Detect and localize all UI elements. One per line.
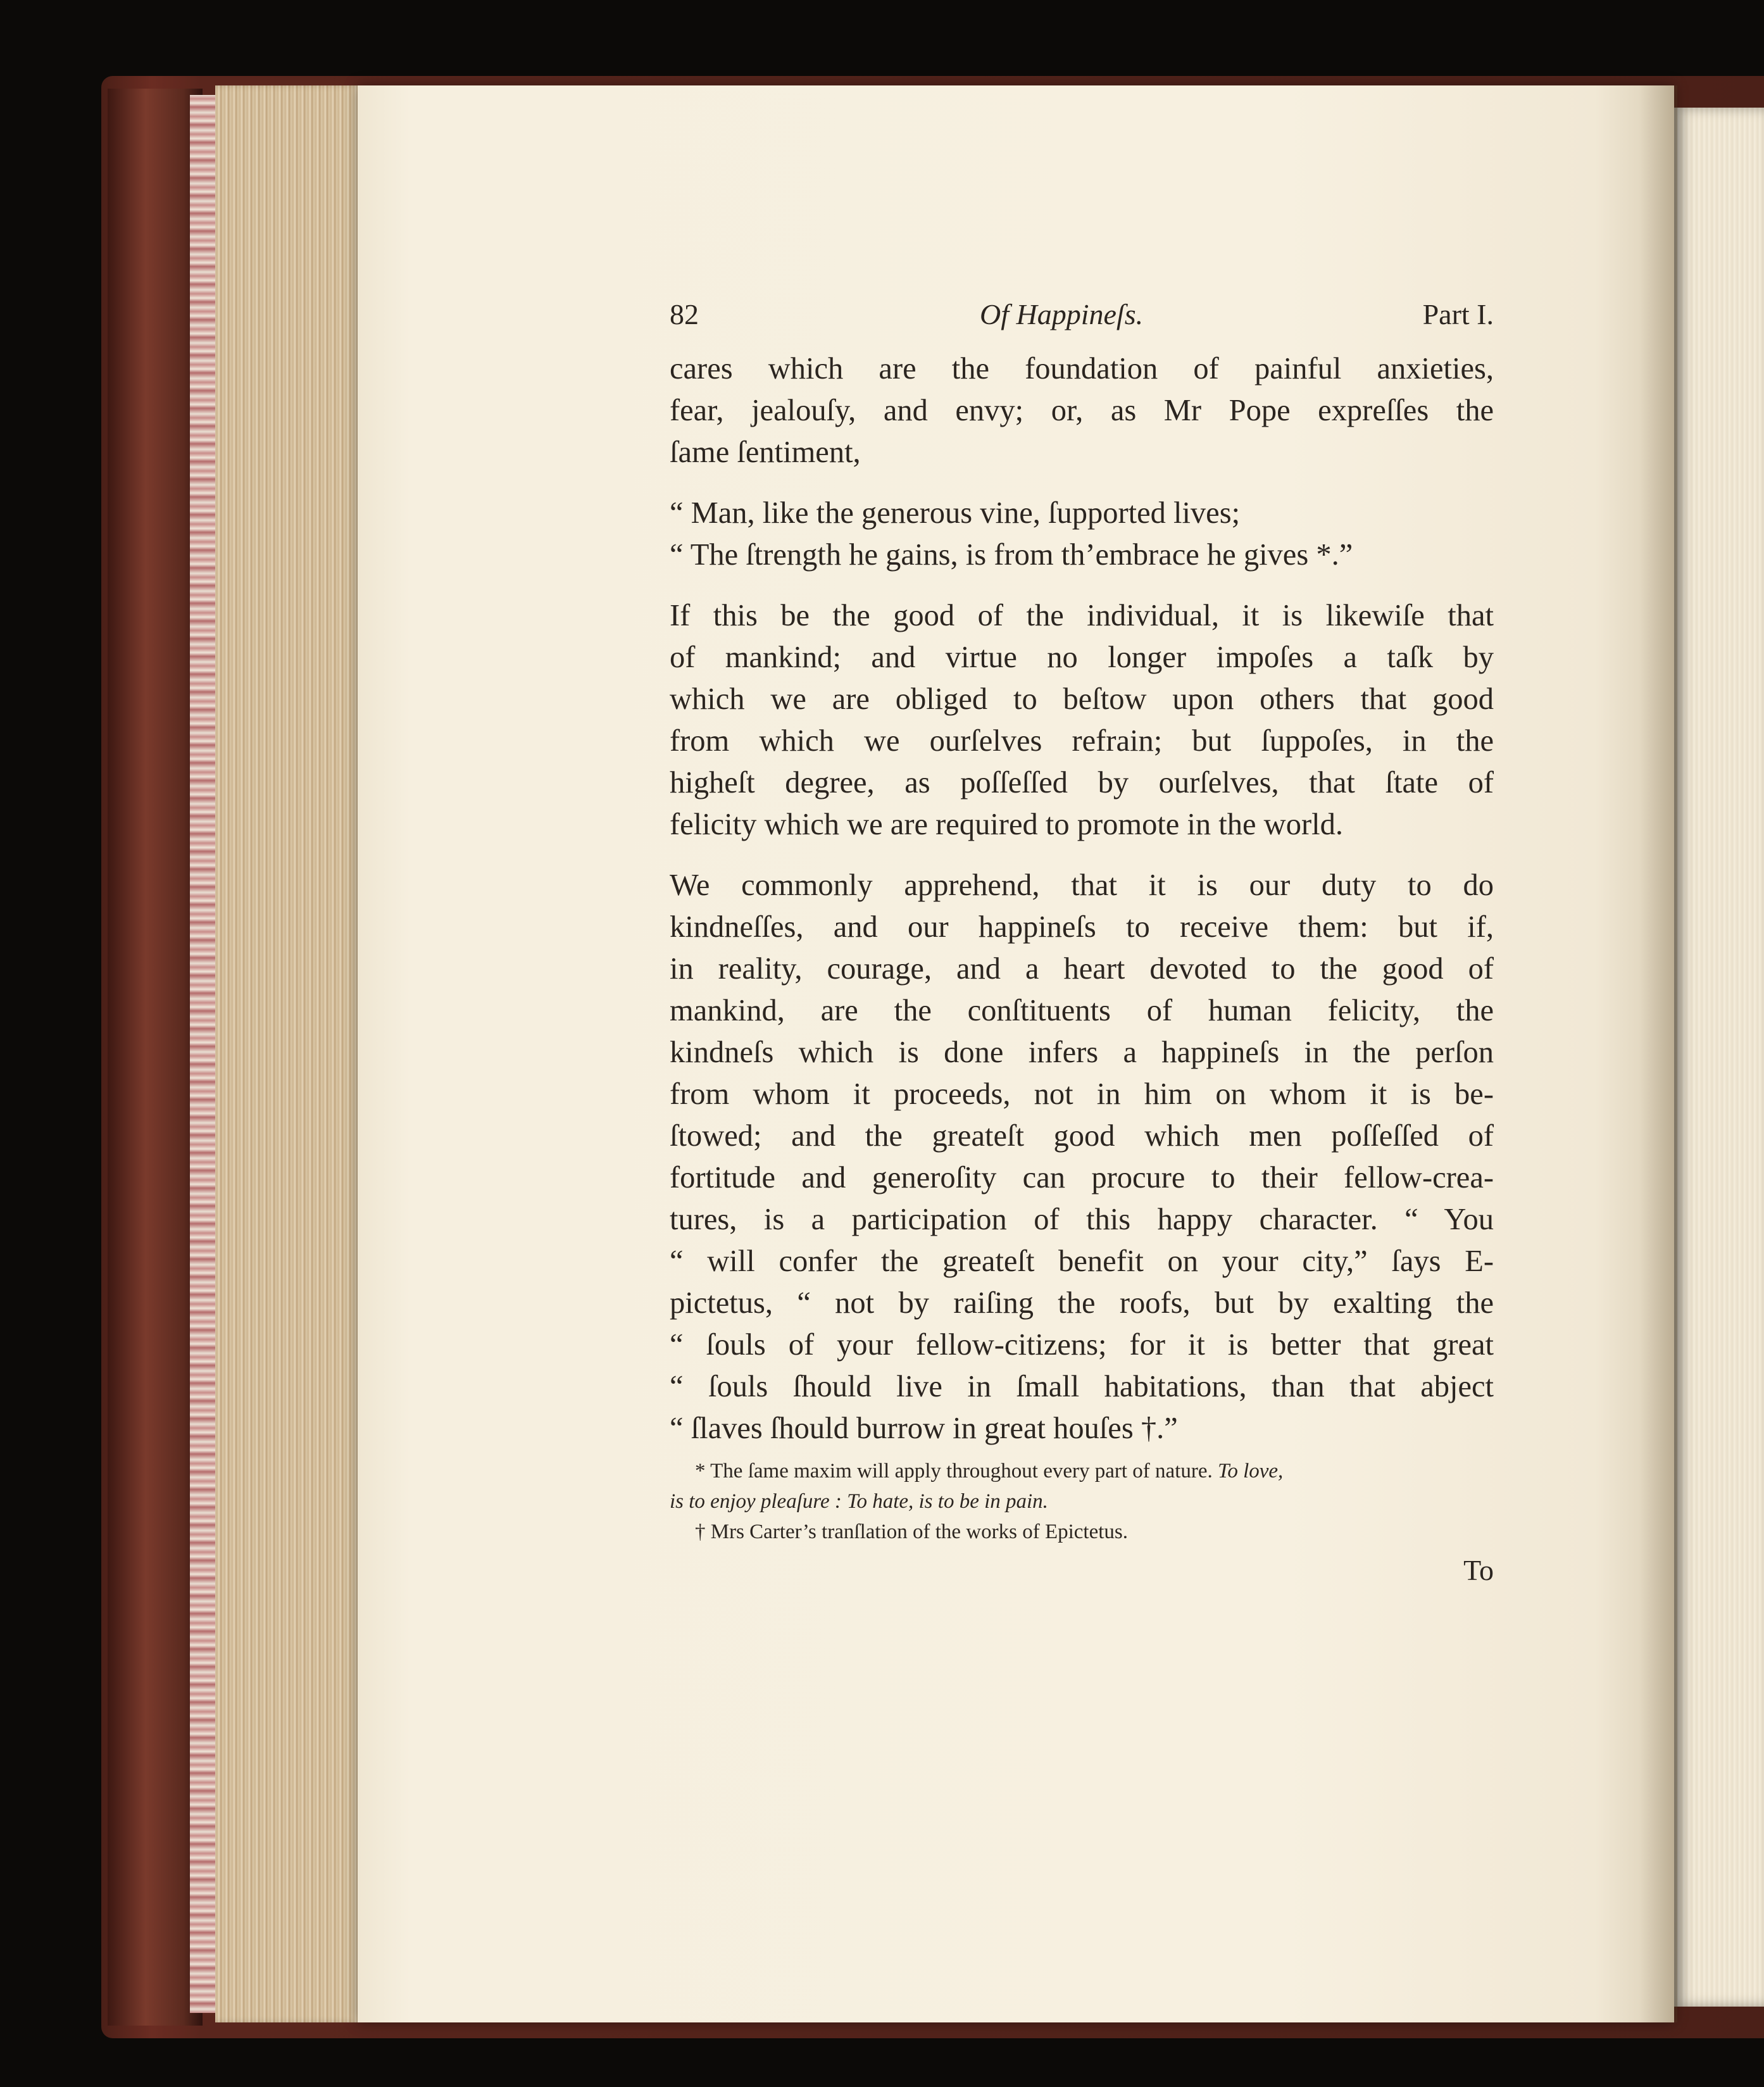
cover-edge xyxy=(108,89,203,2026)
marbled-endpaper xyxy=(190,95,215,2013)
text-line: tures, is a participation of this happy character. “ You xyxy=(670,1203,1494,1236)
part-label: Part I. xyxy=(1422,298,1494,330)
verse-quotation xyxy=(670,492,1494,576)
footnote-1-text: * The ſame maxim will apply throughout every part of nature. xyxy=(695,1460,1213,1482)
footnote-1-continuation: is to enjoy pleaſure : To hate, is to be in pain. xyxy=(670,1490,1048,1513)
text-line: “ ſouls of your fellow-citizens; for it is better that great xyxy=(670,1328,1494,1362)
footnote-2: † Mrs Carter’s tranſlation of the works of Epictetus. xyxy=(695,1520,1128,1543)
text-line: of mankind; and virtue no longer impoſes a taſk by xyxy=(670,641,1494,674)
footnote-1 xyxy=(695,1456,1494,1486)
gutter-shadow xyxy=(1639,85,1677,2022)
text-line: “ ſouls ſhould live in ſmall habitations, than that abject xyxy=(670,1370,1494,1403)
verse-line: “ Man, like the generous vine, ſupported lives; xyxy=(670,496,1241,530)
paragraph-2 xyxy=(670,595,1494,846)
text-line: “ ſlaves ſhould burrow in great houſes †.” xyxy=(670,1412,1178,1445)
text-line: in reality, courage, and a heart devoted to the good of xyxy=(670,952,1494,986)
catchword: To xyxy=(1463,1554,1494,1586)
running-header xyxy=(670,298,1494,348)
text-line: which we are obliged to beſtow upon others that good xyxy=(670,682,1494,716)
text-line: fortitude and generoſity can procure to their fellow-crea- xyxy=(670,1161,1494,1194)
text-line: If this be the good of the individual, it is likewiſe that xyxy=(670,599,1494,632)
text-line: mankind, are the conſtituents of human felicity, the xyxy=(670,994,1494,1027)
text-line: ſame ſentiment, xyxy=(670,436,861,469)
text-line: felicity which we are required to promote in the world. xyxy=(670,808,1343,841)
running-title: Of Happineſs. xyxy=(980,298,1144,330)
text-line: “ will confer the greateſt benefit on your city,” ſays E- xyxy=(670,1244,1494,1278)
footnotes xyxy=(670,1456,1494,1547)
text-line: kindneſſes, and our happineſs to receive them: but if, xyxy=(670,910,1494,944)
paragraph-1 xyxy=(670,348,1494,473)
paragraph-3 xyxy=(670,865,1494,1450)
page-block-edge xyxy=(215,85,364,2022)
text-line: kindneſs which is done infers a happineſs in the perſon xyxy=(670,1036,1494,1069)
text-block xyxy=(670,298,1494,1586)
page-number: 82 xyxy=(670,298,699,330)
text-line: ſtowed; and the greateſt good which men poſſeſſed of xyxy=(670,1119,1494,1153)
text-line: cares which are the foundation of painful anxieties, xyxy=(670,352,1494,385)
text-line: from whom it proceeds, not in him on whom it is be- xyxy=(670,1077,1494,1111)
text-line: We commonly apprehend, that it is our duty to do xyxy=(670,868,1494,902)
text-line: fear, jealouſy, and envy; or, as Mr Pope expreſſes the xyxy=(670,394,1494,427)
facing-page-edge xyxy=(1674,108,1764,2007)
text-line: from which we ourſelves refrain; but ſuppoſes, in the xyxy=(670,724,1494,758)
text-line: pictetus, “ not by raiſing the roofs, but by exalting the xyxy=(670,1286,1494,1320)
footnote-1-italic: To love, xyxy=(1218,1460,1284,1482)
verse-line: “ The ſtrength he gains, is from th’embrace he gives *.” xyxy=(670,538,1353,572)
text-line: higheſt degree, as poſſeſſed by ourſelves, that ſtate of xyxy=(670,766,1494,799)
